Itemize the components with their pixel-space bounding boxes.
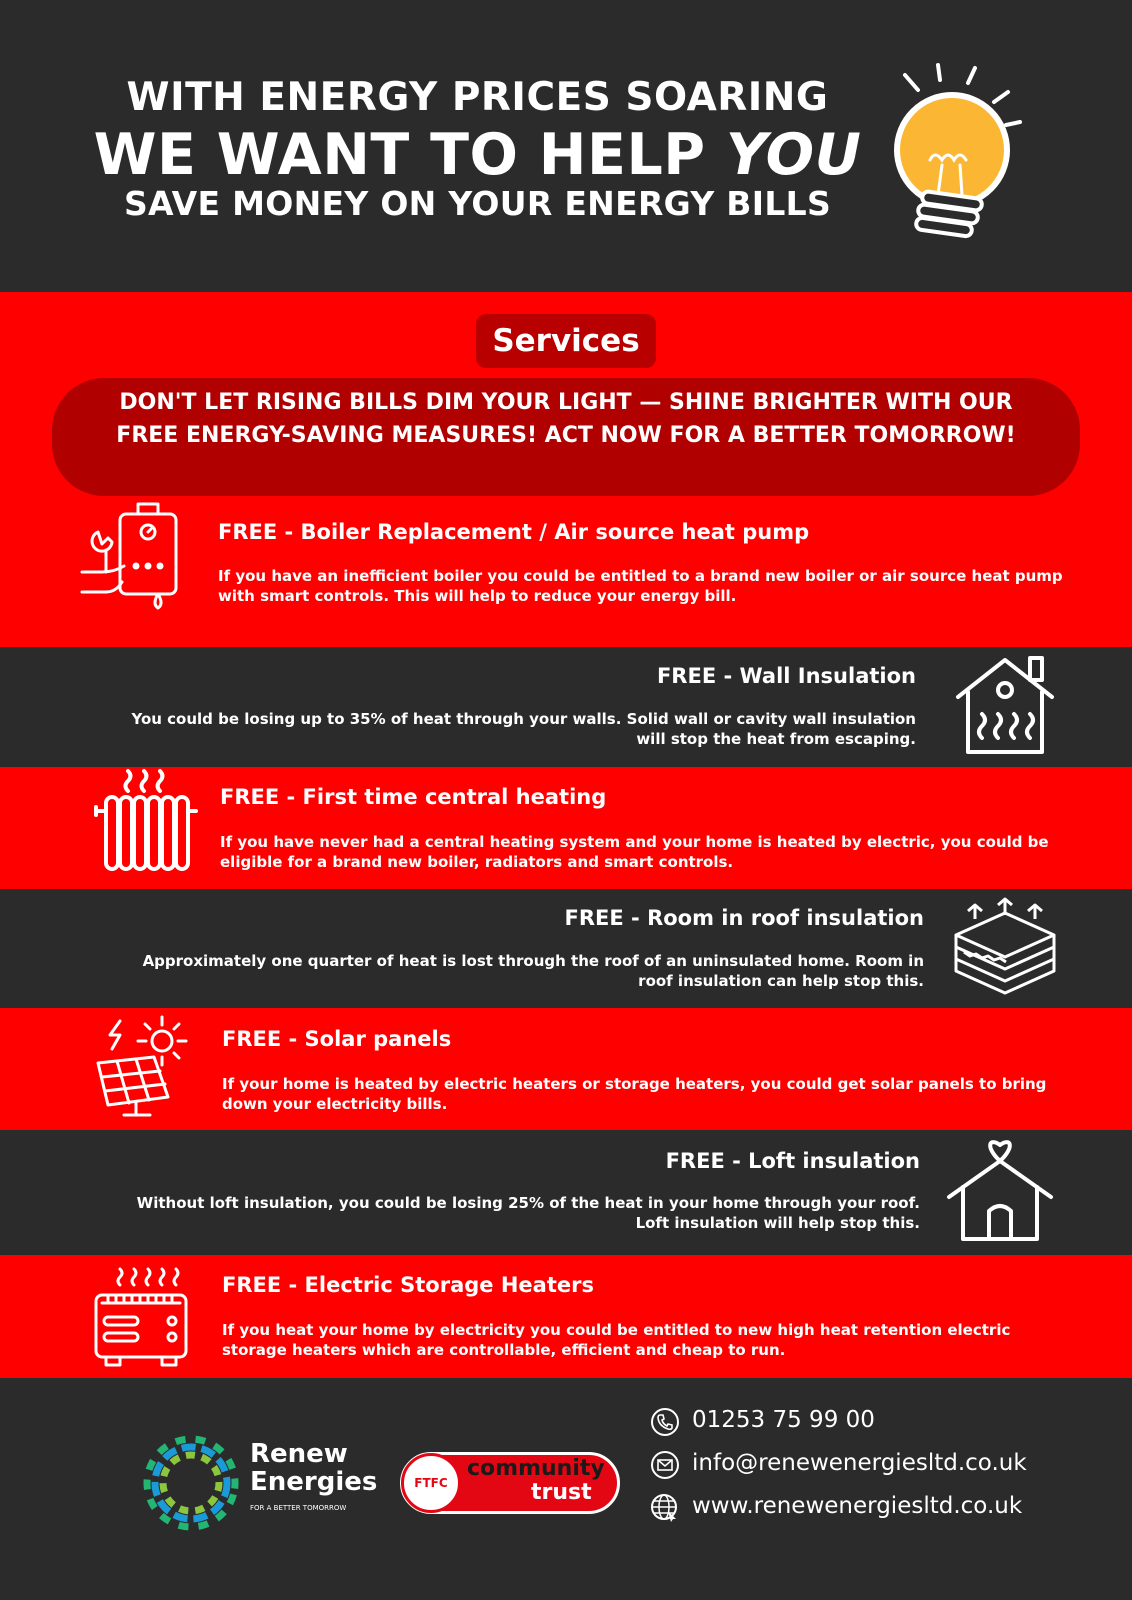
item-title-central-heating: FREE - First time central heating (220, 785, 607, 809)
lightbulb-icon (890, 60, 1050, 250)
item-title-room-in-roof: FREE - Room in roof insulation (564, 906, 924, 930)
item-desc-room-in-roof: Approximately one quarter of heat is lost through the roof of an uninsulated home. Room in roof insulation can help stop this. (142, 952, 924, 990)
item-title-wall: FREE - Wall Insulation (656, 664, 916, 688)
storage-heater-icon (92, 1265, 202, 1375)
item-desc-loft: Without loft insulation, you could be losing 25% of the heat in your home through your roof. Loft insulation will help stop this. (136, 1194, 920, 1232)
service-row-wall-insulation (0, 647, 1132, 767)
phone-number[interactable]: 01253 75 99 00 (692, 1407, 875, 1433)
service-row-central-heating (0, 767, 1132, 889)
item-title-boiler: FREE - Boiler Replacement / Air source heat pump (218, 520, 810, 544)
renew-energies-logo (138, 1430, 378, 1540)
trust-word-community: community (467, 1456, 605, 1481)
renew-name-line-2: Energies (250, 1467, 378, 1497)
house-heat-icon (950, 652, 1060, 762)
renew-name-line-1: Renew (250, 1439, 348, 1469)
footer (0, 1378, 1132, 1600)
phone-icon (650, 1407, 680, 1437)
item-desc-boiler: If you have an inefficient boiler you could be entitled to a brand new boiler or air source heat pump with smart controls. This will help to reduce your energy bill. (218, 567, 1063, 605)
website-url[interactable]: www.renewenergiesltd.co.uk (692, 1493, 1023, 1519)
item-desc-storage-heaters: If you heat your home by electricity you could be entitled to new high heat retention electric storage heaters which are controllable, efficient and cheap to run. (222, 1321, 1011, 1359)
service-row-loft (0, 1130, 1132, 1255)
service-row-solar (0, 1008, 1132, 1130)
headline-line-2 (0, 122, 955, 188)
item-title-solar: FREE - Solar panels (222, 1027, 452, 1051)
item-desc-central-heating: If you have never had a central heating system and your home is heated by electric, you could be eligible for a brand new boiler, radiators and smart controls. (220, 833, 1049, 871)
service-row-room-in-roof (0, 889, 1132, 1008)
radiator-icon (92, 767, 202, 877)
header-banner (0, 0, 1132, 292)
renew-energies-emblem (138, 1430, 244, 1536)
insulation-layers-icon (950, 891, 1060, 1001)
globe-icon (650, 1493, 680, 1523)
solar-panel-icon (90, 1013, 200, 1123)
services-section (0, 292, 1132, 647)
house-heart-icon (945, 1135, 1055, 1245)
item-desc-wall: You could be losing up to 35% of heat through your walls. Solid wall or cavity wall insulation will stop the heat from escaping. (131, 710, 916, 748)
service-row-storage-heaters (0, 1255, 1132, 1378)
services-tagline: DON'T LET RISING BILLS DIM YOUR LIGHT — SHINE BRIGHTER WITH OUR FREE ENERGY-SAVING MEASURES! ACT NOW FOR A BETTER TOMORROW! (52, 378, 1080, 496)
item-title-loft: FREE - Loft insulation (665, 1149, 920, 1173)
headline-main: WE WANT TO HELP (93, 122, 726, 188)
fleetwood-badge: FTFC (401, 1453, 461, 1513)
renew-tagline: FOR A BETTER TOMORROW (250, 1504, 347, 1512)
item-title-storage-heaters: FREE - Electric Storage Heaters (222, 1273, 594, 1297)
trust-word-trust: trust (531, 1480, 592, 1505)
email-icon (650, 1450, 680, 1480)
headline-emphasis: YOU (725, 122, 862, 188)
headline-line-1: WITH ENERGY PRICES SOARING (126, 75, 829, 120)
email-address[interactable]: info@renewenergiesltd.co.uk (692, 1450, 1027, 1476)
services-heading: Services (476, 314, 656, 368)
boiler-icon (78, 502, 188, 612)
community-trust-logo (400, 1452, 620, 1514)
item-desc-solar: If your home is heated by electric heaters or storage heaters, you could get solar panels to bring down your electricity bills. (222, 1075, 1047, 1113)
headline-line-3: SAVE MONEY ON YOUR ENERGY BILLS (123, 184, 832, 223)
